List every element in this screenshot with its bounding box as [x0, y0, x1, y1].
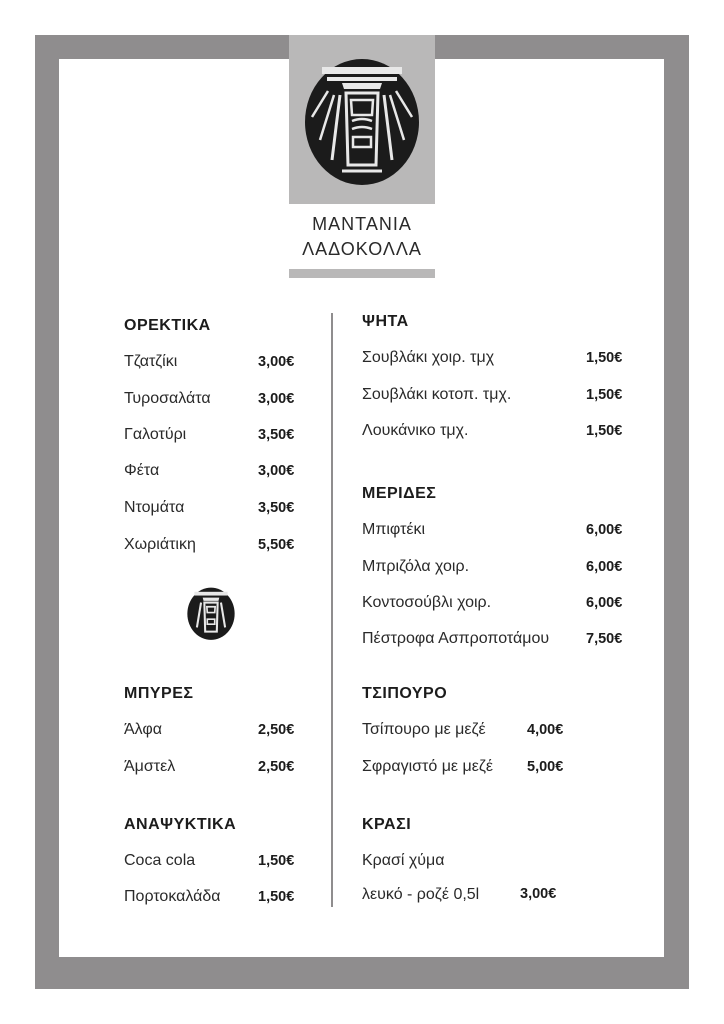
- section-title-tsipouro: ΤΣΙΠΟΥΡΟ: [362, 685, 448, 702]
- section-title-grill: ΨΗΤΑ: [362, 313, 409, 330]
- menu-item-name: Γαλοτύρι: [124, 426, 187, 443]
- menu-item-price: 5,00€: [527, 759, 564, 775]
- stone-bridge-emblem-icon: [302, 55, 422, 190]
- menu-item-price: 1,50€: [586, 387, 623, 403]
- brand-name: [289, 212, 435, 262]
- menu-item-price: 1,50€: [258, 889, 295, 905]
- menu-item-name: Τυροσαλάτα: [124, 390, 211, 407]
- menu-item-price: 3,00€: [258, 391, 295, 407]
- section-title-wine: ΚΡΑΣΙ: [362, 816, 412, 833]
- menu-item-name: Λουκάνικο τμχ.: [362, 422, 469, 439]
- menu-item-name: Πέστροφα Ασπροποτάμου: [362, 630, 550, 647]
- menu-item-price: 4,00€: [527, 722, 564, 738]
- section-title-portions: ΜΕΡΙΔΕΣ: [362, 485, 437, 502]
- menu-item-name: Σουβλάκι κοτοπ. τμχ.: [362, 386, 512, 403]
- menu-item-name: Χωριάτικη: [124, 536, 196, 553]
- column-divider: [331, 313, 333, 907]
- menu-item-name: Άλφα: [124, 721, 163, 738]
- section-title-beers: ΜΠΥΡΕΣ: [124, 685, 194, 702]
- menu-item-price: 1,50€: [586, 423, 623, 439]
- brand-line-2: ΛΑΔΟΚΟΛΛΑ: [302, 239, 422, 259]
- menu-item-price: 1,50€: [258, 853, 295, 869]
- menu-item-price: 1,50€: [586, 350, 623, 366]
- stone-bridge-emblem-icon: [186, 586, 236, 642]
- menu-item-name: Μπιφτέκι: [362, 521, 426, 538]
- menu-item-name: Φέτα: [124, 462, 160, 479]
- section-title-soft-drinks: ΑΝΑΨΥΚΤΙΚΑ: [124, 816, 237, 833]
- menu-item-price: 2,50€: [258, 759, 295, 775]
- menu-item-name: Τσίπουρο με μεζέ: [362, 721, 486, 738]
- menu-item-name: Κοντοσούβλι χοιρ.: [362, 594, 492, 611]
- menu-item-price: 3,50€: [258, 427, 295, 443]
- menu-item-price: 3,50€: [258, 500, 295, 516]
- menu-item-name: Coca cola: [124, 852, 196, 869]
- menu-item-price: 3,00€: [258, 463, 295, 479]
- menu-item-price: 7,50€: [586, 631, 623, 647]
- menu-item-price: 6,00€: [586, 595, 623, 611]
- menu-item-price: 6,00€: [586, 559, 623, 575]
- menu-item-name: Σφραγιστό με μεζέ: [362, 758, 494, 775]
- menu-item-price: 6,00€: [586, 522, 623, 538]
- menu-item-price: 2,50€: [258, 722, 295, 738]
- menu-item-price: 3,00€: [258, 354, 295, 370]
- menu-item-price: 3,00€: [520, 886, 557, 902]
- section-title-orektika: ΟΡΕΚΤΙΚΑ: [124, 317, 211, 334]
- menu-item-name: Άμστελ: [124, 758, 176, 775]
- menu-item-name: Πορτοκαλάδα: [124, 888, 221, 905]
- menu-item-name: Τζατζίκι: [124, 353, 178, 370]
- menu-item-price: 5,50€: [258, 537, 295, 553]
- brand-underline: [289, 269, 435, 278]
- menu-item-name: Κρασί χύμα: [362, 852, 445, 869]
- menu-item-name: Σουβλάκι χοιρ. τμχ: [362, 349, 495, 366]
- brand-line-1: ΜΑΝΤΑΝΙΑ: [312, 214, 412, 234]
- menu-item-name: Ντομάτα: [124, 499, 185, 516]
- menu-item-name: λευκό - ροζέ 0,5l: [362, 886, 480, 903]
- menu-item-name: Μπριζόλα χοιρ.: [362, 558, 470, 575]
